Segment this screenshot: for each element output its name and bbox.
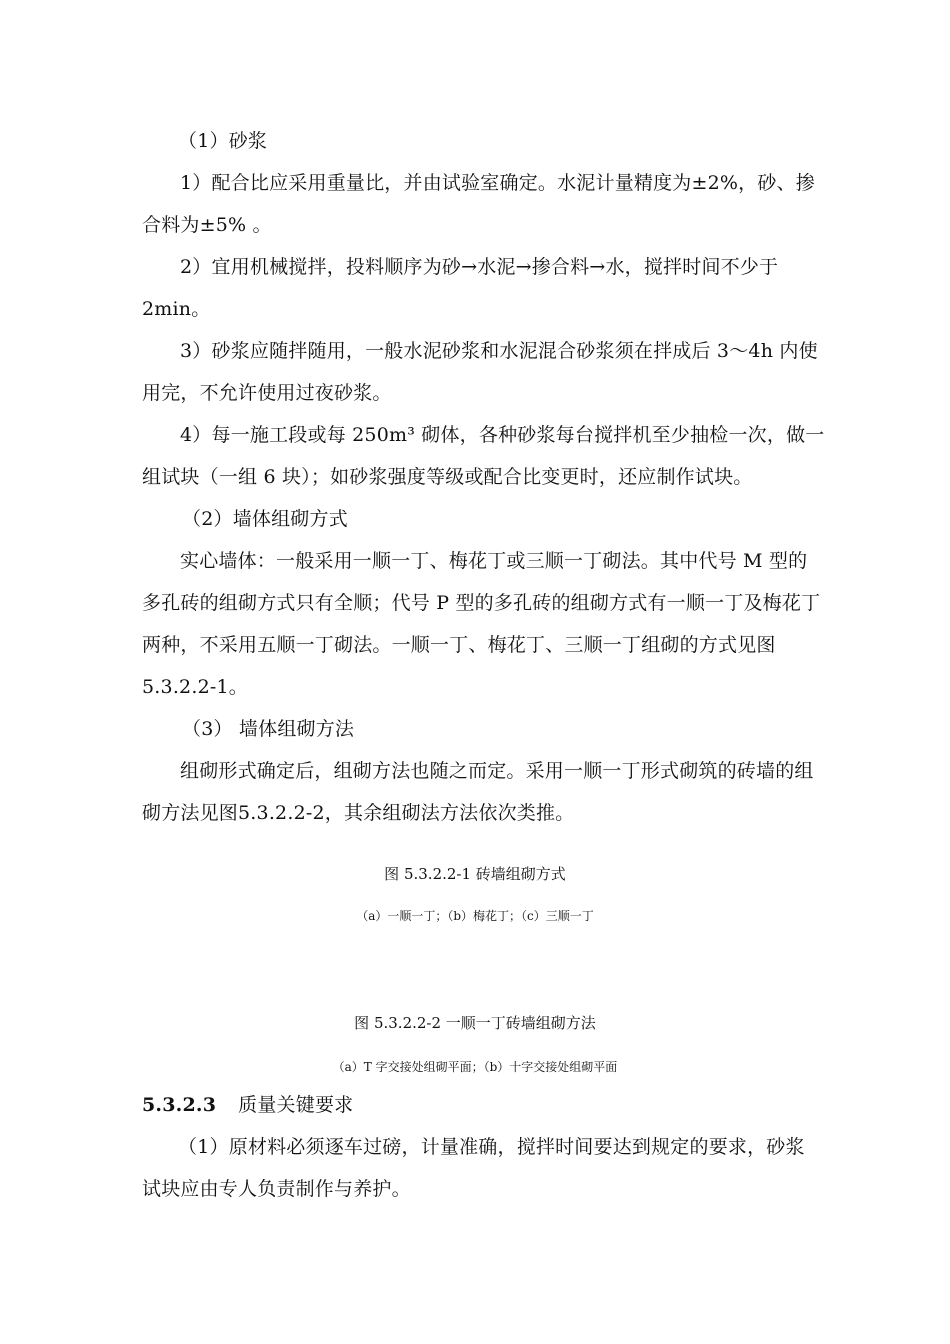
- bond-method-heading: （3） 墙体组砌方法: [182, 718, 355, 740]
- mortar-heading: （1）砂浆: [178, 130, 268, 152]
- figure1-title: 图 5.3.2.2-1 砖墙组砌方式: [384, 865, 566, 883]
- mortar-item2-line2: 2min。: [142, 298, 211, 320]
- bond-pattern-heading: （2）墙体组砌方式: [182, 508, 348, 530]
- figure2-subtitle: （a）T 字交接处组砌平面；（b）十字交接处组砌平面: [332, 1060, 618, 1074]
- mortar-item4-line1: 4）每一施工段或每 250m³ 砌体，各种砂浆每台搅拌机至少抽检一次，做一: [180, 424, 825, 446]
- mortar-item2-line1: 2）宜用机械搅拌，投料顺序为砂→水泥→掺合料→水，搅拌时间不少于: [180, 256, 779, 278]
- quality-section-title: 质量关键要求: [238, 1094, 354, 1116]
- mortar-item3-line1: 3）砂浆应随拌随用，一般水泥砂浆和水泥混合砂浆须在拌成后 3～4h 内使: [180, 340, 818, 362]
- quality-item1-line2: 试块应由专人负责制作与养护。: [142, 1178, 411, 1200]
- mortar-item3-line2: 用完，不允许使用过夜砂浆。: [142, 382, 392, 404]
- bond-method-line2: 砌方法见图5.3.2.2-2，其余组砌法方法依次类推。: [142, 802, 575, 824]
- quality-section-heading: [142, 1093, 353, 1117]
- bond-pattern-line3: 两种，不采用五顺一丁砌法。一顺一丁、梅花丁、三顺一丁组砌的方式见图: [142, 634, 776, 656]
- mortar-item4-line2: 组试块（一组 6 块）；如砂浆强度等级或配合比变更时，还应制作试块。: [142, 466, 753, 488]
- quality-section-number: 5.3.2.3: [142, 1094, 217, 1116]
- bond-pattern-line1: 实心墙体：一般采用一顺一丁、梅花丁或三顺一丁砌法。其中代号 M 型的: [180, 550, 808, 572]
- bond-pattern-line4: 5.3.2.2-1。: [142, 676, 248, 698]
- bond-method-line1: 组砌形式确定后，组砌方法也随之而定。采用一顺一丁形式砌筑的砖墙的组: [180, 760, 814, 782]
- figure1-subtitle: （a）一顺一丁；（b）梅花丁；（c）三顺一丁: [356, 909, 594, 923]
- figure2-title: 图 5.3.2.2-2 一顺一丁砖墙组砌方法: [354, 1014, 596, 1032]
- quality-item1-line1: （1）原材料必须逐车过磅，计量准确，搅拌时间要达到规定的要求，砂浆: [178, 1136, 805, 1158]
- bond-pattern-line2: 多孔砖的组砌方式只有全顺；代号 P 型的多孔砖的组砌方式有一顺一丁及梅花丁: [142, 592, 821, 614]
- mortar-item1-line1: 1）配合比应采用重量比，并由试验室确定。水泥计量精度为±2%，砂、掺: [180, 172, 815, 194]
- mortar-item1-line2: 合料为±5% 。: [142, 214, 272, 236]
